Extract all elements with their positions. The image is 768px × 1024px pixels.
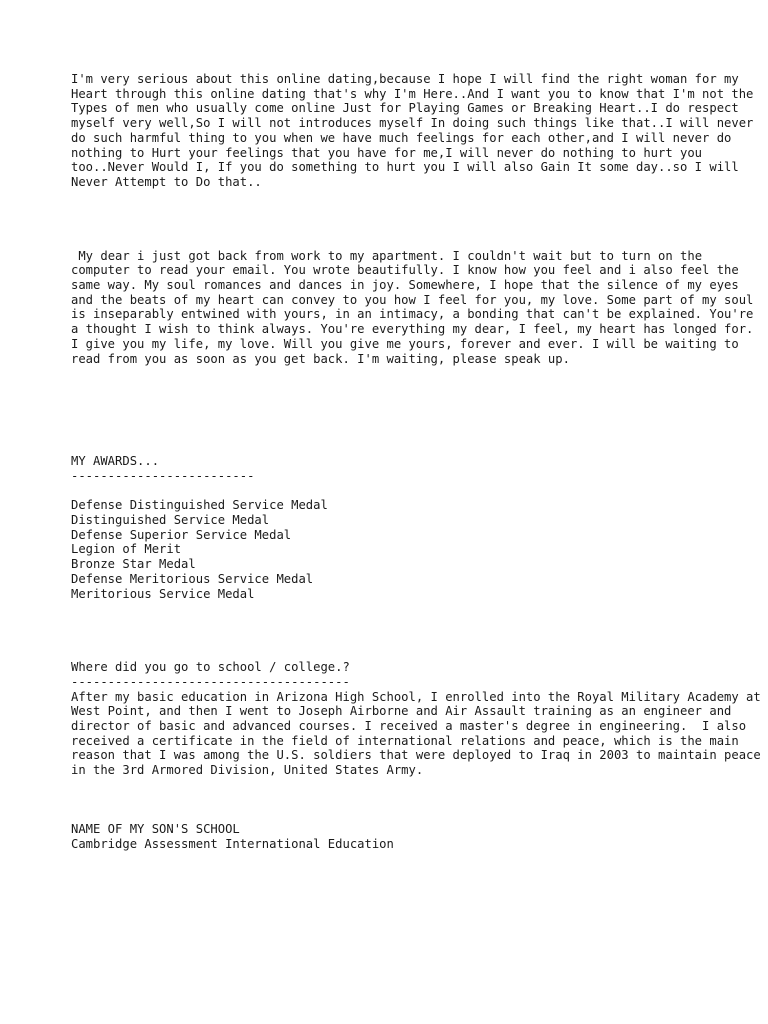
awards-divider: ------------------------- [71,468,255,483]
award-item: Defense Meritorious Service Medal [71,571,314,586]
award-item: Defense Distinguished Service Medal [71,498,328,513]
document-page [71,72,768,851]
awards-heading: MY AWARDS... [71,454,160,469]
sons-school-name: Cambridge Assessment International Education [71,836,394,851]
award-item: Meritorious Service Medal [71,586,255,601]
school-section [71,660,768,778]
awards-section [71,454,761,601]
award-item: Defense Superior Service Medal [71,527,292,542]
school-divider: -------------------------------------- [71,674,350,689]
awards-list [71,498,761,601]
sons-school-heading: NAME OF MY SON'S SCHOOL [71,821,240,836]
school-heading: Where did you go to school / college.? [71,660,350,675]
sons-school-section [71,822,761,851]
school-paragraph: After my basic education in Arizona High School, I enrolled into the Royal Military Academy at West Point, and then I went to Joseph Airborne and Air Assault training as an engineer and director of basic and advanced courses. I received a master's degree in engineering. I also received a certificate in the field of international relations and peace, which is the main reason that I was among the U.S. soldiers that were deployed to Iraq in 2003 to maintain peace in the 3rd Armored Division, United States Army. [71,689,768,778]
award-item: Legion of Merit [71,542,182,557]
intro-paragraph: I'm very serious about this online dating,because I hope I will find the right woman for my Heart through this online dating that's why I'm Here..And I want you to know that I'm not the Types of men who usually come online Just for Playing Games or Breaking Heart..I do respect myself very well,So I will not introduces myself In doing such things like that..I will never do such harmful thing to you when we have much feelings for each other,and I will never do nothing to Hurt your feelings that you have for me,I will never do nothing to hurt you too..Never Would I, If you do something to hurt you I will also Gain It some day..so I will Never Attempt to Do that.. [71,72,761,189]
letter-paragraph: My dear i just got back from work to my apartment. I couldn't wait but to turn on the computer to read your email. You wrote beautifully. I know how you feel and i also feel the same way. My soul romances and dances in joy. Somewhere, I hope that the silence of my eyes and the beats of my heart can convey to you how I feel for you, my love. Some part of my soul is inseparably entwined with yours, in an intimacy, a bonding that can't be explained. You're a thought I wish to think always. You're everything my dear, I feel, my heart has longed for. I give you my life, my love. Will you give me yours, forever and ever. I will be waiting to read from you as soon as you get back. I'm waiting, please speak up. [71,248,761,366]
award-item: Bronze Star Medal [71,557,196,572]
award-item: Distinguished Service Medal [71,513,270,528]
